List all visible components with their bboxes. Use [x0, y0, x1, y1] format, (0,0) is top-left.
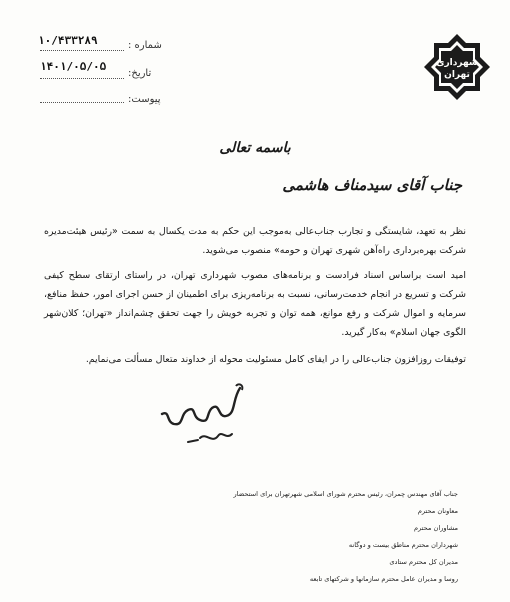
- addressee: جناب آقای سیدمناف هاشمی: [282, 176, 462, 194]
- body-paragraph-1: نظر به تعهد، شایستگی و تجارب جناب‌عالی به‌موجب این حکم به مدت یکسال به سمت «رئیس هیئت‌مدیره شرکت بهره‌برداری راه‌آهن شهری تهران و حومه» منصوب می‌شوید.: [44, 226, 466, 256]
- cc-item: معاونان محترم: [417, 507, 458, 515]
- cc-item: مدیران کل محترم ستادی: [389, 558, 458, 566]
- closing-line: توفیقات روزافزون جناب‌عالی را در ایفای کامل مسئولیت محوله از خداوند متعال مسألت می‌نمایم.: [85, 354, 466, 365]
- letter-date: ۱۴۰۱/۰۵/۰۵: [40, 60, 107, 73]
- date-dots: [40, 78, 124, 79]
- signature: [140, 380, 260, 460]
- letter-number: ۱۰/۴۳۳۲۸۹: [38, 34, 98, 47]
- number-dots: [40, 50, 124, 51]
- attachment-dots: [40, 102, 124, 103]
- cc-list: [38, 486, 458, 588]
- body-paragraph-2: امید است براساس اسناد فرادست و برنامه‌های مصوب شهرداری تهران، در راستای ارتقای سطح کیفی شرکت و تسریع در انجام خدمت‌رسانی، نسبت به برنامه‌ریزی برای اطمینان از حسن اجرای امور، حفظ منافع، سرمایه و اموال شرکت و رفع موانع، همه توان و تجربه خویش را جهت تحقق چشم‌انداز «تهران؛ کلان‌شهر الگوی جهان اسلام» به‌کار گیرید.: [44, 270, 466, 338]
- cc-item: روسا و مدیران عامل محترم سازمانها و شرکتهای تابعه: [309, 575, 458, 583]
- cc-item: مشاوران محترم: [413, 524, 458, 532]
- logo-text-line2: تهران: [444, 70, 470, 80]
- number-label: شماره :: [128, 40, 162, 51]
- attachment-label: پیوست:: [128, 94, 161, 105]
- cc-item: شهرداران محترم مناطق بیست و دوگانه: [348, 541, 458, 549]
- logo-text-line1: شهرداری: [436, 58, 478, 68]
- letter-body: [44, 222, 466, 348]
- letter-heading: باسمه تعالی: [219, 140, 291, 156]
- date-label: تاریخ:: [128, 68, 152, 79]
- tehran-municipality-logo: [422, 32, 492, 102]
- cc-item: جناب آقای مهندس چمران، رئیس محترم شورای اسلامی شهرتهران برای استحضار: [233, 490, 458, 498]
